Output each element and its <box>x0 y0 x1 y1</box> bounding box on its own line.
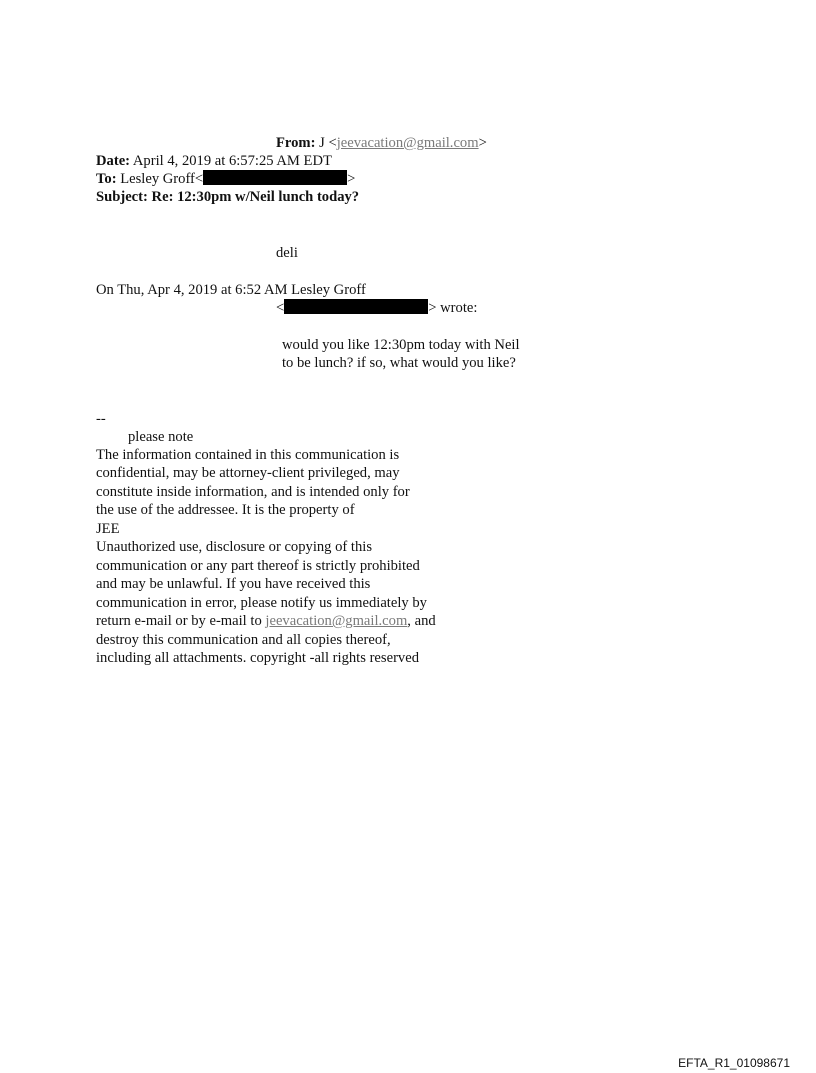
from-label: From: <box>276 135 316 151</box>
signature-email-link[interactable]: jeevacation@gmail.com <box>265 613 408 629</box>
signature-line: communication or any part thereof is strictly prohibited <box>96 558 420 574</box>
document-id: EFTA_R1_01098671 <box>678 1056 790 1070</box>
signature-line: Unauthorized use, disclosure or copying of this <box>96 539 373 555</box>
signature-email-line <box>96 612 436 630</box>
subject-line <box>96 188 359 206</box>
quoted-line-2: to be lunch? if so, what would you like? <box>282 355 516 371</box>
to-line: To: Lesley Groff< > <box>96 171 356 187</box>
signature-please-note: please note <box>128 429 194 445</box>
signature-line: communication in error, please notify us immediately by <box>96 595 427 611</box>
signature-line: including all attachments. copyright -all rights reserved <box>96 650 419 666</box>
signature-line: constitute inside information, and is intended only for <box>96 484 410 500</box>
to-label: To: <box>96 171 117 187</box>
date-value: April 4, 2019 at 6:57:25 AM EDT <box>132 153 332 169</box>
to-name: Lesley Groff <box>120 171 195 187</box>
from-line: From: J <jeevacation@gmail.com> <box>276 135 487 151</box>
signature-line: destroy this communication and all copies thereof, <box>96 632 391 648</box>
signature-dashes: -- <box>96 411 106 427</box>
signature-line: JEE <box>96 521 120 537</box>
quoted-wrote: wrote: <box>440 300 478 316</box>
signature-email-prefix: return e-mail or by e-mail to <box>96 613 262 629</box>
date-label: Date: <box>96 153 131 169</box>
signature-line: the use of the addressee. It is the property of <box>96 502 355 518</box>
quoted-intro: On Thu, Apr 4, 2019 at 6:52 AM Lesley Groff <box>96 282 366 298</box>
date-line <box>96 152 332 170</box>
signature-email-suffix: , and <box>407 613 436 629</box>
from-email-link[interactable]: jeevacation@gmail.com <box>336 135 479 151</box>
quoted-line-1: would you like 12:30pm today with Neil <box>282 337 520 353</box>
quoted-sender-line: < > wrote: <box>276 300 478 316</box>
redaction-box <box>284 299 428 314</box>
reply-body: deli <box>276 245 298 261</box>
from-name: J <box>319 135 325 151</box>
subject-label: Subject: <box>96 189 148 205</box>
signature-line: The information contained in this communication is <box>96 447 400 463</box>
subject-value: Re: 12:30pm w/Neil lunch today? <box>151 189 360 205</box>
redaction-box <box>203 170 347 185</box>
signature-line: and may be unlawful. If you have received this <box>96 576 371 592</box>
signature-line: confidential, may be attorney-client privileged, may <box>96 465 400 481</box>
